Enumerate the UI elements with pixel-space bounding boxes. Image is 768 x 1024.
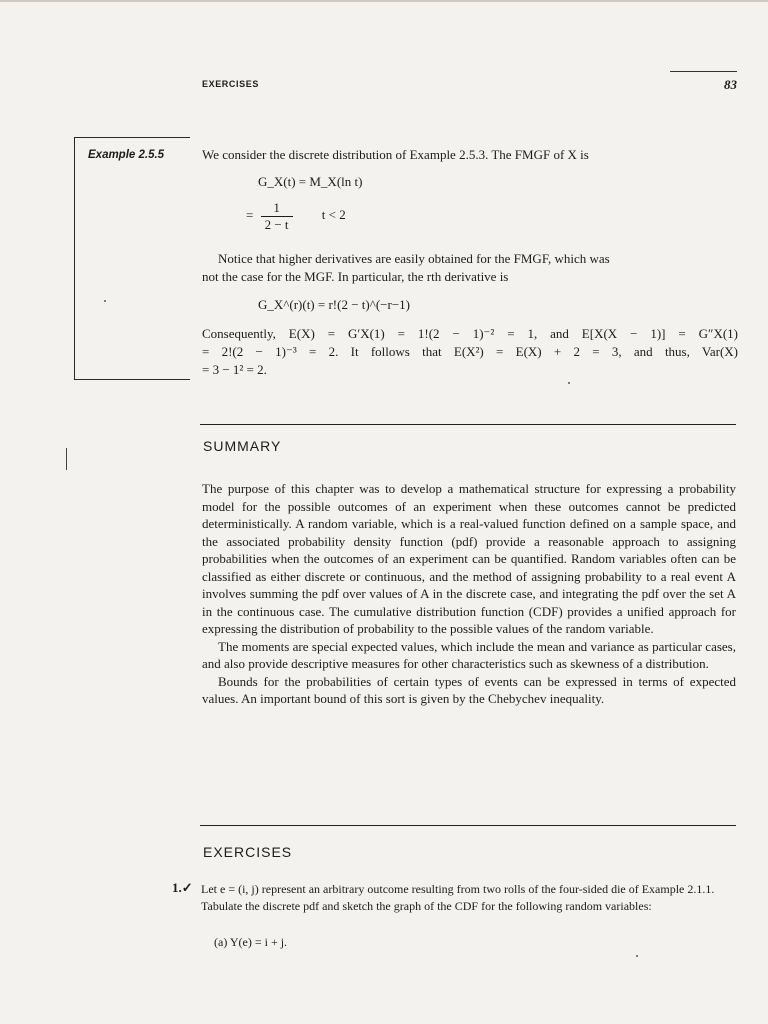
summary-paragraph-3: Bounds for the probabilities of certain types of events can be expressed in terms of expected values. An important bound of this sort is given by the Chebychev inequality.	[202, 673, 736, 706]
page-number: 83	[724, 77, 737, 92]
summary-paragraph-1: The purpose of this chapter was to develop a mathematical structure for expressing a probability model for the possible outcomes of an experiment when these outcomes cannot be predicted deterministically. A random variable, which is a real-valued function defined on a sample space, and the associated probability density function (pdf) provide a reasonable approach to assigning probabilities when the outcomes of an experiment can be quantified. Random variables often can be classified as either discrete or continuous, and the method of assigning probability to a real event A involves summing the pdf over values of A in the discrete case, and integrating the pdf over the set A in the continuous case. The cumulative distribution function (CDF) provides a unified approach for expressing the distribution of probability to the possible values of the random variable.	[202, 481, 736, 636]
equals-sign: =	[246, 207, 254, 223]
exercises-rule	[200, 825, 736, 826]
example-intro: We consider the discrete distribution of Example 2.5.3. The FMGF of X is	[202, 147, 589, 162]
notice-line-2: not the case for the MGF. In particular, the rth derivative is	[202, 269, 509, 284]
equation-rth-derivative: G_X^(r)(t) = r!(2 − t)^(−r−1)	[258, 297, 410, 312]
exercise-subitem-a: (a) Y(e) = i + j.	[214, 935, 288, 949]
summary-heading: SUMMARY	[203, 438, 282, 454]
page-number-rule	[670, 71, 737, 72]
margin-dot	[568, 382, 570, 384]
notice-line-1: Notice that higher derivatives are easily obtained for the FMGF, which was	[218, 251, 610, 266]
summary-rule	[200, 424, 736, 425]
exercise-text: Let e = (i, j) represent an arbitrary outcome resulting from two rolls of the four-sided die of Example 2.1.1. Tabulate the discrete pdf and sketch the graph of the CDF for the following random variables:	[201, 882, 715, 913]
example-label: Example 2.5.5	[88, 149, 165, 161]
consequently-line-3: = 3 − 1² = 2.	[202, 362, 267, 377]
summary-paragraph-2: The moments are special expected values, which include the mean and variance as particular cases, and also provide descriptive measures for other characteristics such as skewness of a distribution.	[202, 638, 736, 671]
margin-dot	[636, 955, 638, 957]
exercise-number: 1.✓	[172, 880, 193, 895]
consequently-line-1: Consequently, E(X) = G′X(1) = 1!(2 − 1)⁻² = 1, and E[X(X − 1)] = G″X(1)	[202, 326, 738, 341]
consequently-line-2: = 2!(2 − 1)⁻³ = 2. It follows that E(X²) = E(X) + 2 = 3, and thus, Var(X)	[202, 344, 738, 359]
running-head: EXERCISES	[202, 79, 259, 89]
page-top-edge	[0, 0, 768, 2]
exercises-heading: EXERCISES	[203, 844, 293, 860]
margin-mark	[66, 448, 67, 470]
example-box	[74, 137, 190, 380]
fraction	[261, 200, 293, 233]
summary-body	[202, 480, 736, 708]
fraction-numerator: 1	[261, 200, 293, 217]
equation-fmgf: G_X(t) = M_X(ln t)	[258, 174, 363, 189]
fraction-denominator: 2 − t	[264, 217, 289, 232]
margin-dot	[104, 300, 106, 302]
domain-condition: t < 2	[321, 207, 346, 223]
equation-fraction	[246, 200, 346, 233]
